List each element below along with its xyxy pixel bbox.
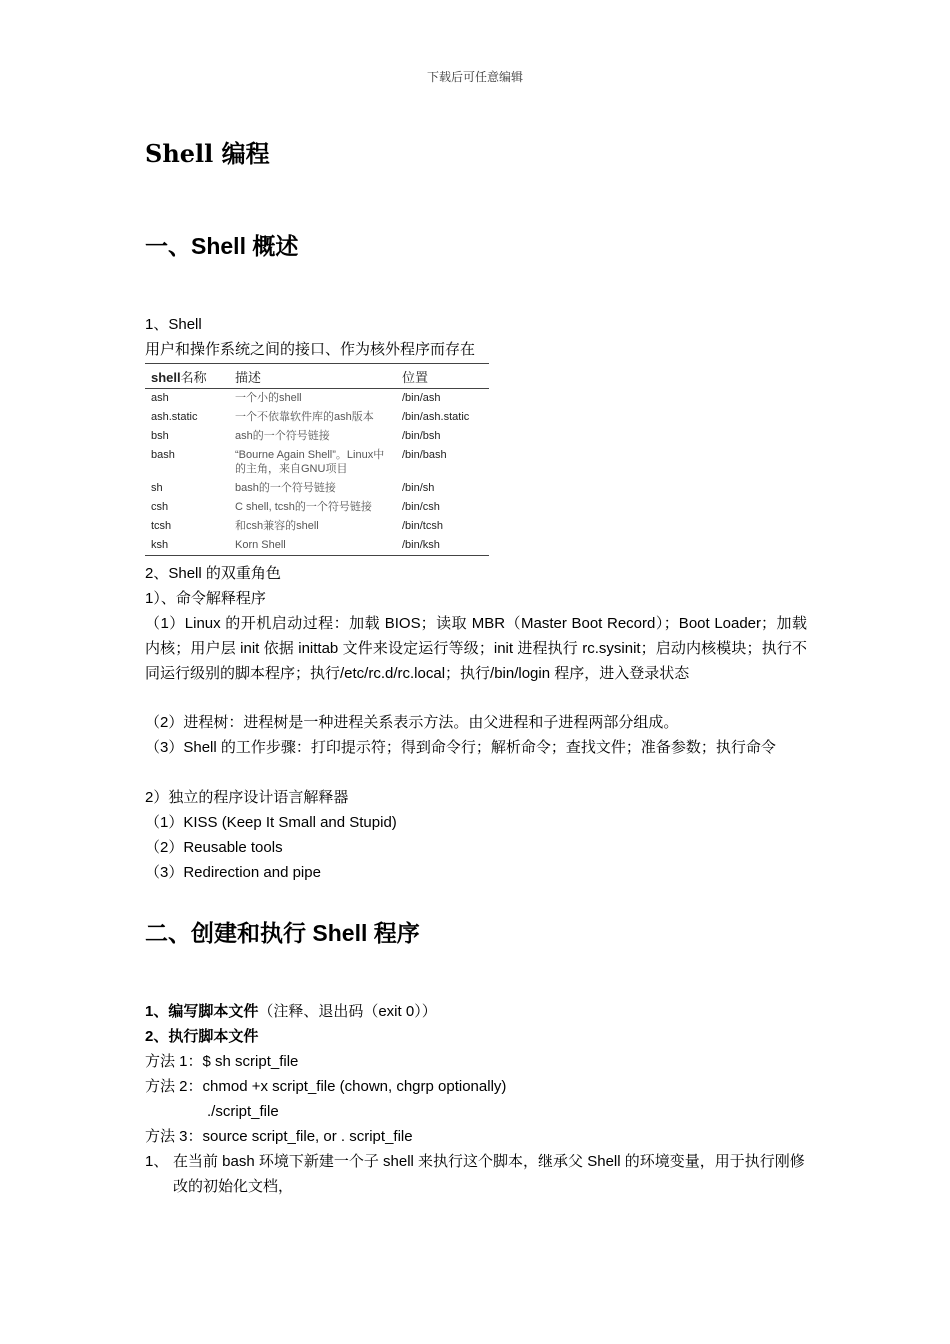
cell-location: /bin/bsh — [402, 430, 441, 442]
section-heading-create: 二、创建和执行 Shell 程序 — [145, 920, 420, 946]
method-2-run: ./script_file — [207, 1103, 279, 1120]
table-row — [145, 498, 489, 517]
cell-name: bash — [151, 449, 175, 461]
header-note: 下载后可任意编辑 — [426, 70, 523, 84]
cell-desc: 和csh兼容的shell — [235, 520, 319, 532]
step-write-script — [145, 999, 437, 1024]
cell-name: bsh — [151, 430, 169, 442]
column-header-name-rest: 名称 — [180, 370, 207, 385]
cell-name: csh — [151, 501, 169, 513]
section-heading-overview: 一、Shell 概述 — [145, 233, 299, 259]
item-shell-desc: 用户和操作系统之间的接口、作为核外程序而存在 — [145, 341, 476, 358]
method-3: 方法 3：source script_file, or . script_file — [145, 1128, 413, 1145]
numbered-note-1 — [145, 1149, 807, 1199]
table-row — [145, 536, 489, 556]
cell-desc: C shell, tcsh的一个符号链接 — [235, 501, 372, 513]
column-header-location: 位置 — [396, 364, 489, 389]
paragraph-boot-process: （1）Linux 的开机启动过程：加载 BIOS；读取 MBR（Master Boot Record）；Boot Loader；加载内核；用户层 init 依据 inittab 文件来设定运行等级；init 进程执行 rc.sysinit；启动内核模块；执行不同运行级别的脚本程序；执行/etc/rc.d/rc.local；执行/bin/login 程序，进入登录状态 — [145, 615, 807, 682]
table-row — [145, 446, 489, 479]
step-write-script-rest: （注释、退出码（exit 0）） — [258, 1003, 437, 1020]
cell-name: tcsh — [151, 520, 172, 532]
column-header-name-bold: shell — [151, 370, 181, 385]
cell-name: ksh — [145, 536, 229, 556]
paragraph-shell-steps: （3）Shell 的工作步骤：打印提示符；得到命令行；解析命令；查找文件；准备参数；执行命令 — [145, 739, 776, 756]
cell-desc: 一个小的shell — [235, 392, 302, 404]
cell-desc: “Bourne Again Shell”。Linux中的主角，来自GNU项目 — [235, 449, 385, 475]
table-row — [145, 479, 489, 498]
table-row — [145, 427, 489, 446]
cell-name: sh — [151, 482, 163, 494]
column-header-name — [145, 364, 229, 389]
shell-types-table — [145, 363, 489, 556]
method-1: 方法 1：$ sh script_file — [145, 1053, 299, 1070]
cell-location: /bin/ash.static — [402, 411, 470, 423]
cell-location: /bin/ash — [402, 392, 441, 404]
table-header-row — [145, 364, 489, 389]
cell-desc: 一个不依靠软件库的ash版本 — [235, 411, 374, 423]
cell-location: /bin/sh — [402, 482, 435, 494]
cell-location: /bin/csh — [402, 501, 440, 513]
item-shell-title: 1、Shell — [145, 316, 202, 333]
cell-desc: ash的一个符号链接 — [235, 430, 330, 442]
step-execute-script: 2、执行脚本文件 — [145, 1028, 259, 1045]
cell-location: /bin/bash — [402, 449, 447, 461]
numbered-note-1-text: 在当前 bash 环境下新建一个子 shell 来执行这个脚本，继承父 Shell 的环境变量，用于执行刚修改的初始化文档， — [173, 1153, 805, 1195]
subitem-language: 2）独立的程序设计语言解释器 — [145, 789, 349, 806]
list-item-kiss: （1）KISS (Keep It Small and Stupid) — [145, 814, 397, 831]
paragraph-process-tree: （2）进程树：进程树是一种进程关系表示方法。由父进程和子进程两部分组成。 — [145, 714, 679, 731]
step-write-script-bold: 1、编写脚本文件 — [145, 1003, 259, 1020]
table-row — [145, 408, 489, 427]
cell-name: ash.static — [151, 411, 198, 423]
numbered-note-1-number: 1、 — [145, 1153, 169, 1170]
table-row — [145, 517, 489, 536]
cell-name: ash — [151, 392, 169, 404]
cell-desc: bash的一个符号链接 — [235, 482, 336, 494]
list-item-redirection: （3）Redirection and pipe — [145, 864, 321, 881]
item-dual-role-title: 2、Shell 的双重角色 — [145, 565, 281, 582]
cell-location: /bin/ksh — [396, 536, 489, 556]
cell-desc: Korn Shell — [229, 536, 396, 556]
table-row — [145, 389, 489, 409]
subitem-interpreter: 1）、命令解释程序 — [145, 590, 266, 607]
page-title: Shell 编程 — [145, 139, 270, 168]
method-2: 方法 2：chmod +x script_file (chown, chgrp optionally) — [145, 1078, 507, 1095]
list-item-reusable: （2）Reusable tools — [145, 839, 283, 856]
cell-location: /bin/tcsh — [402, 520, 443, 532]
column-header-desc: 描述 — [229, 364, 396, 389]
